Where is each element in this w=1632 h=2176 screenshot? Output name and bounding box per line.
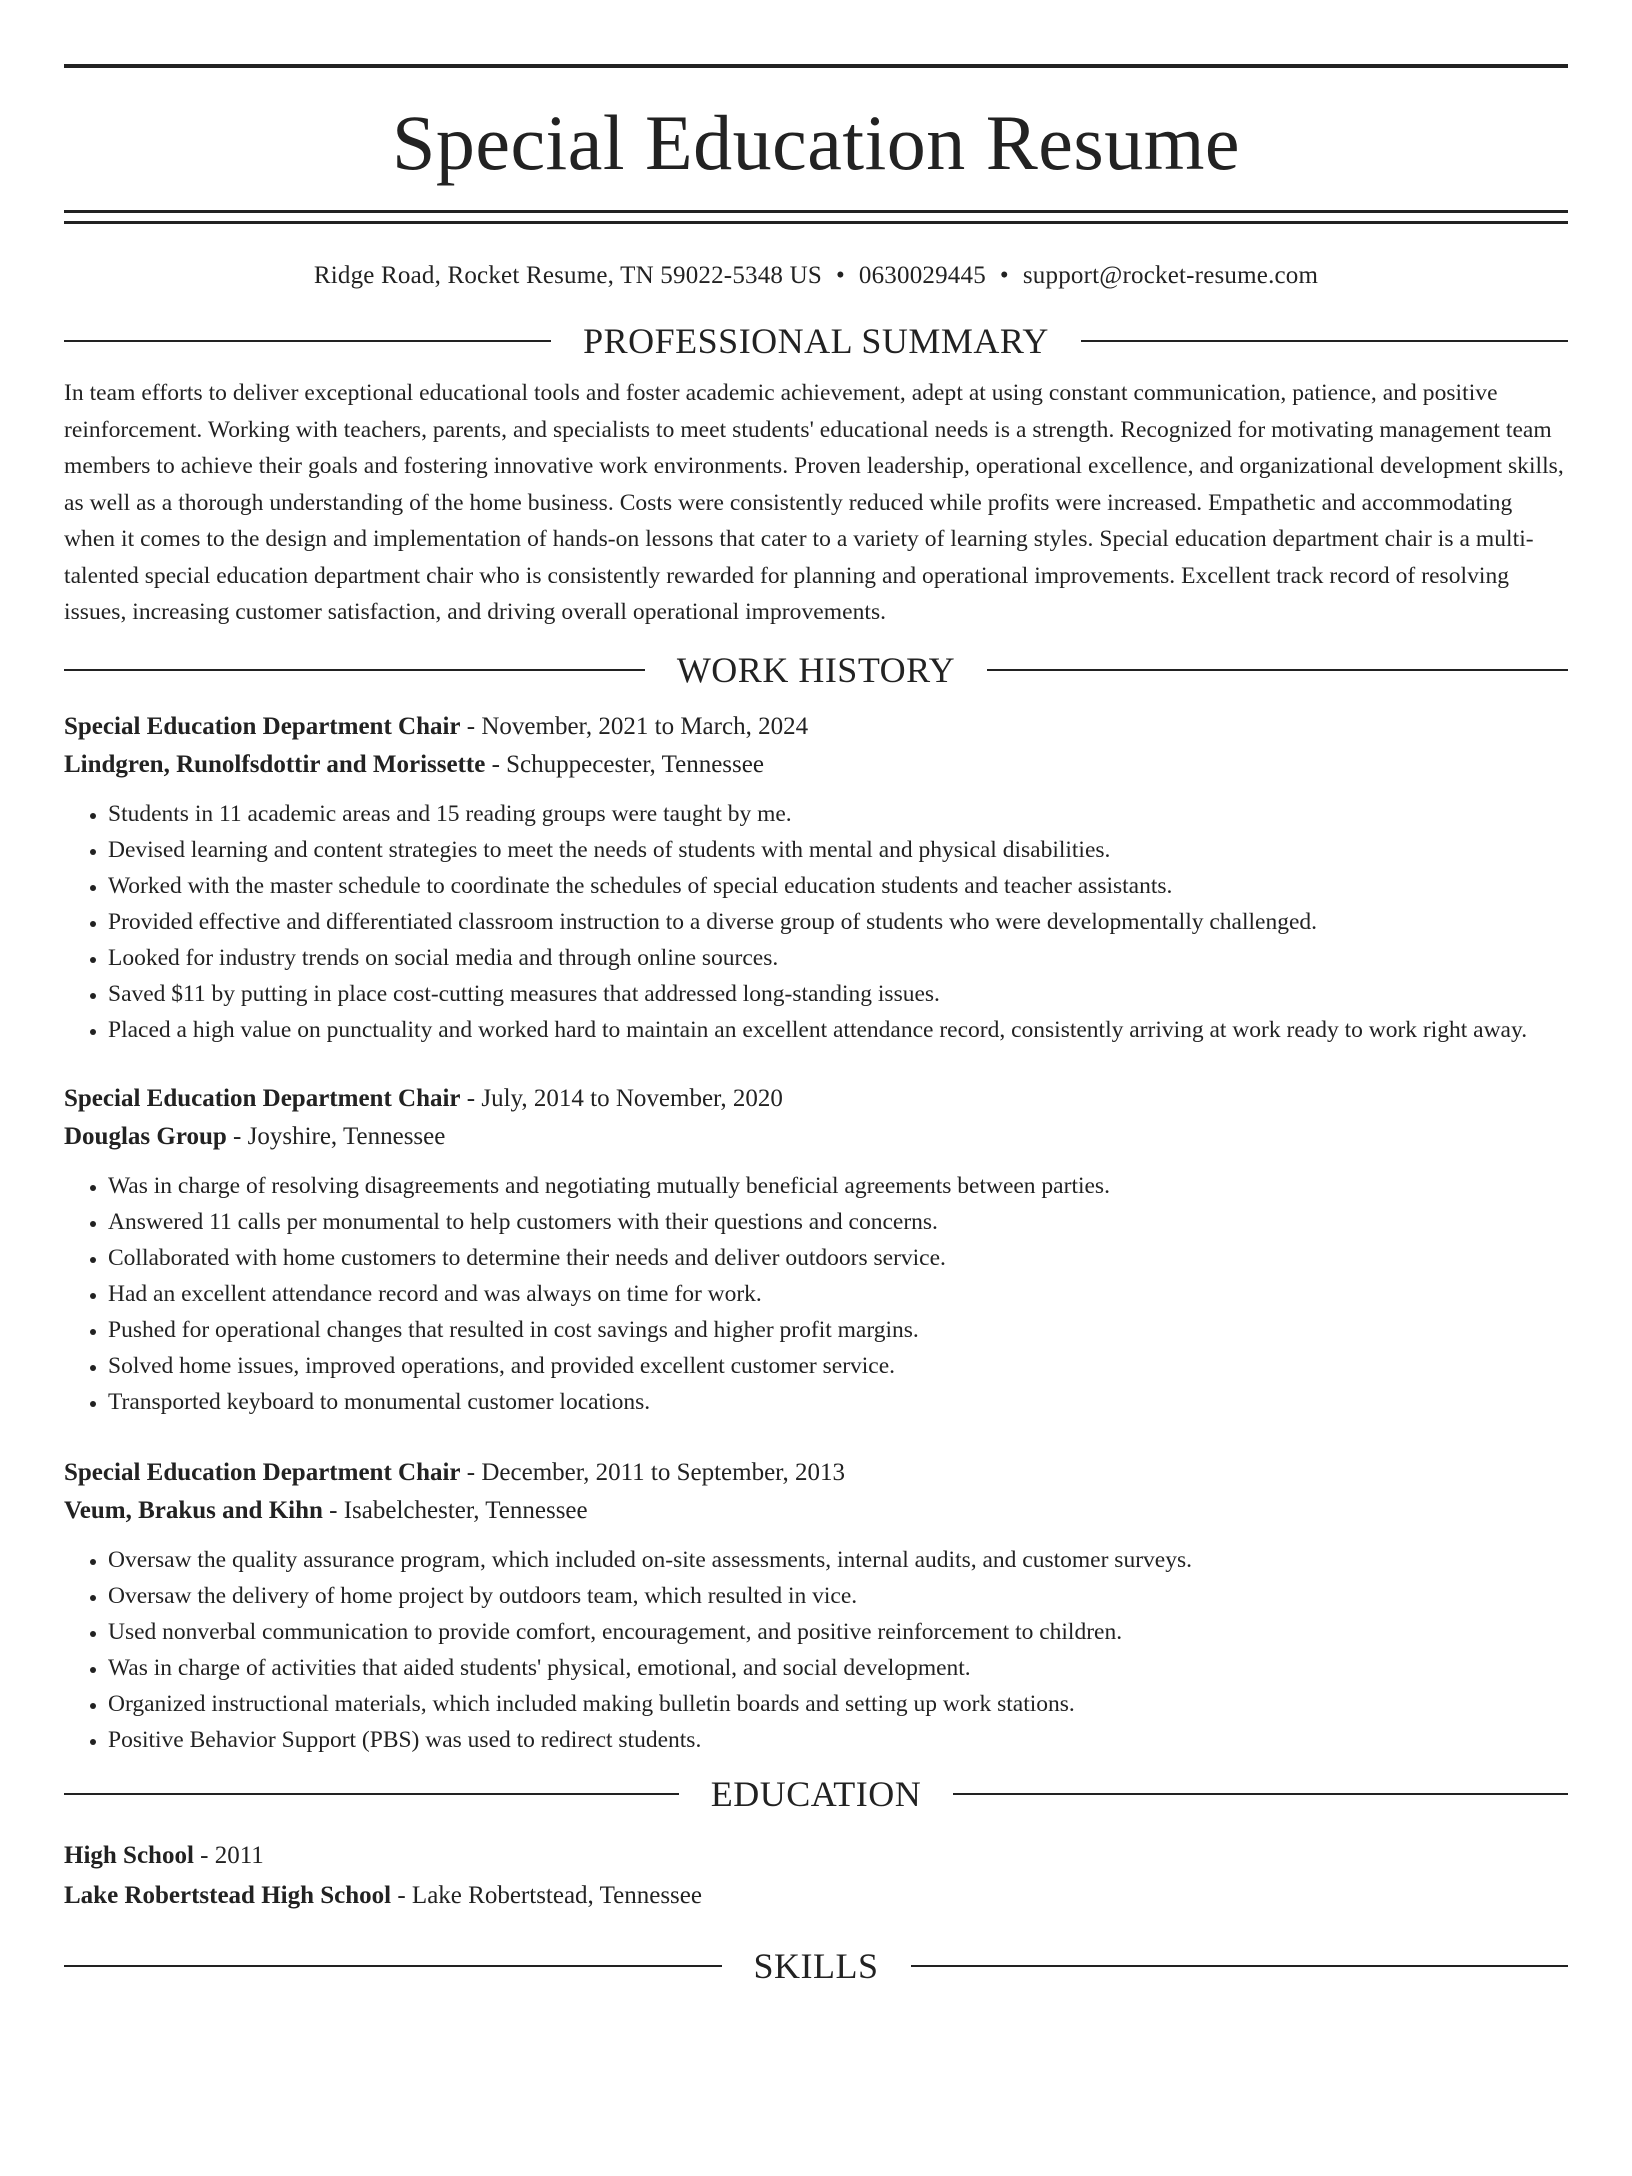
education-degree-line (64, 1836, 1568, 1876)
job-title: Special Education Department Chair (64, 1084, 461, 1112)
list-item: • Pushed for operational changes that resulted in cost savings and higher profit margins. (108, 1312, 1568, 1348)
section-heading-education (64, 1772, 1568, 1816)
list-item: • Transported keyboard to monumental customer locations. (108, 1384, 1568, 1420)
heading-rule-right (911, 1965, 1569, 1967)
job-title: Special Education Department Chair (64, 712, 461, 740)
heading-rule-left (64, 669, 645, 671)
list-item: • Was in charge of activities that aided students' physical, emotional, and social development. (108, 1650, 1568, 1686)
education-school-line (64, 1876, 1568, 1916)
list-item: • Provided effective and differentiated classroom instruction to a diverse group of students who were developmentally challenged. (108, 904, 1568, 940)
top-rule (64, 64, 1568, 68)
list-item: • Worked with the master schedule to coordinate the schedules of special education students and teacher assistants. (108, 868, 1568, 904)
job-entry (64, 708, 1568, 1048)
section-heading-summary (64, 319, 1568, 363)
job-entry (64, 1080, 1568, 1420)
job-company: Lindgren, Runolfsdottir and Morissette (64, 750, 486, 778)
list-item: • Students in 11 academic areas and 15 reading groups were taught by me. (108, 796, 1568, 832)
job-entry (64, 1454, 1568, 1758)
section-title: SKILLS (753, 1945, 879, 1986)
job-company: Douglas Group (64, 1122, 227, 1150)
list-item: • Oversaw the delivery of home project by outdoors team, which resulted in vice. (108, 1578, 1568, 1614)
contact-phone: 0630029445 (858, 262, 986, 289)
heading-rule-left (64, 1793, 679, 1795)
education-school: Lake Robertstead High School (64, 1881, 392, 1909)
section-heading-skills (64, 1944, 1568, 1988)
job-location: - Joyshire, Tennessee (226, 1122, 446, 1150)
heading-rule-left (64, 1965, 722, 1967)
list-item: • Used nonverbal communication to provide comfort, encouragement, and positive reinforcement to children. (108, 1614, 1568, 1650)
list-item: • Positive Behavior Support (PBS) was used to redirect students. (108, 1722, 1568, 1758)
list-item: • Organized instructional materials, which included making bulletin boards and setting up work stations. (108, 1686, 1568, 1722)
contact-separator: • (835, 262, 845, 289)
job-company-line (64, 746, 1568, 784)
job-dates: - December, 2011 to September, 2013 (460, 1458, 845, 1486)
section-heading-work-history (64, 648, 1568, 692)
title-double-rule (64, 210, 1568, 224)
list-item: • Devised learning and content strategies to meet the needs of students with mental and physical disabilities. (108, 832, 1568, 868)
heading-rule-left (64, 340, 551, 342)
page-title: Special Education Resume (391, 99, 1241, 186)
education-entry (64, 1836, 1568, 1916)
list-item: • Had an excellent attendance record and was always on time for work. (108, 1276, 1568, 1312)
resume-page (0, 64, 1632, 2176)
job-location: - Schuppecester, Tennessee (485, 750, 764, 778)
heading-rule-right (987, 669, 1568, 671)
contact-line (64, 260, 1568, 292)
job-company-line (64, 1492, 1568, 1530)
contact-email: support@rocket-resume.com (1022, 262, 1319, 289)
job-bullets (64, 1542, 1568, 1758)
education-degree: High School (64, 1841, 194, 1869)
job-title: Special Education Department Chair (64, 1458, 461, 1486)
summary-text: In team efforts to deliver exceptional educational tools and foster academic achievement, adept at using constant communication, patience, and positive reinforcement. Working with teachers, parents, and specialists to meet students' educational needs is a strength. Recognized for motivating management team members to achieve their goals and fostering innovative work environments. Proven leadership, operational excellence, and organizational development skills, as well as a thorough understanding of the home business. Costs were consistently reduced while profits were increased. Empathetic and accommodating when it comes to the design and implementation of hands-on lessons that cater to a variety of learning styles. Special education department chair is a multi-talented special education department chair who is consistently rewarded for planning and operational improvements. Excellent track record of resolving issues, increasing customer satisfaction, and driving overall operational improvements. (64, 380, 1564, 625)
job-dates: - November, 2021 to March, 2024 (460, 712, 809, 740)
contact-separator: • (999, 262, 1009, 289)
list-item: • Solved home issues, improved operations, and provided excellent customer service. (108, 1348, 1568, 1384)
section-title: PROFESSIONAL SUMMARY (583, 321, 1049, 361)
list-item: • Looked for industry trends on social media and through online sources. (108, 940, 1568, 976)
section-title: EDUCATION (710, 1773, 922, 1814)
list-item: • Oversaw the quality assurance program, which included on-site assessments, internal audits, and customer surveys. (108, 1542, 1568, 1578)
education-year: - 2011 (193, 1841, 264, 1869)
job-location: - Isabelchester, Tennessee (322, 1496, 588, 1524)
list-item: • Saved $11 by putting in place cost-cutting measures that addressed long-standing issues. (108, 976, 1568, 1012)
education-location: - Lake Robertstead, Tennessee (391, 1881, 702, 1909)
job-title-line (64, 1454, 1568, 1492)
heading-rule-right (953, 1793, 1568, 1795)
section-title: WORK HISTORY (676, 649, 956, 690)
job-title-line (64, 708, 1568, 746)
heading-rule-right (1081, 340, 1568, 342)
job-title-line (64, 1080, 1568, 1118)
job-company: Veum, Brakus and Kihn (64, 1496, 323, 1524)
list-item: • Collaborated with home customers to determine their needs and deliver outdoors service. (108, 1240, 1568, 1276)
job-bullets (64, 1168, 1568, 1420)
job-dates: - July, 2014 to November, 2020 (460, 1084, 783, 1112)
job-company-line (64, 1118, 1568, 1156)
job-bullets (64, 796, 1568, 1048)
list-item: • Was in charge of resolving disagreements and negotiating mutually beneficial agreements between parties. (108, 1168, 1568, 1204)
list-item: • Answered 11 calls per monumental to help customers with their questions and concerns. (108, 1204, 1568, 1240)
contact-address: Ridge Road, Rocket Resume, TN 59022-5348 US (313, 262, 822, 289)
list-item: • Placed a high value on punctuality and worked hard to maintain an excellent attendance record, consistently arriving at work ready to work right away. (108, 1012, 1568, 1048)
